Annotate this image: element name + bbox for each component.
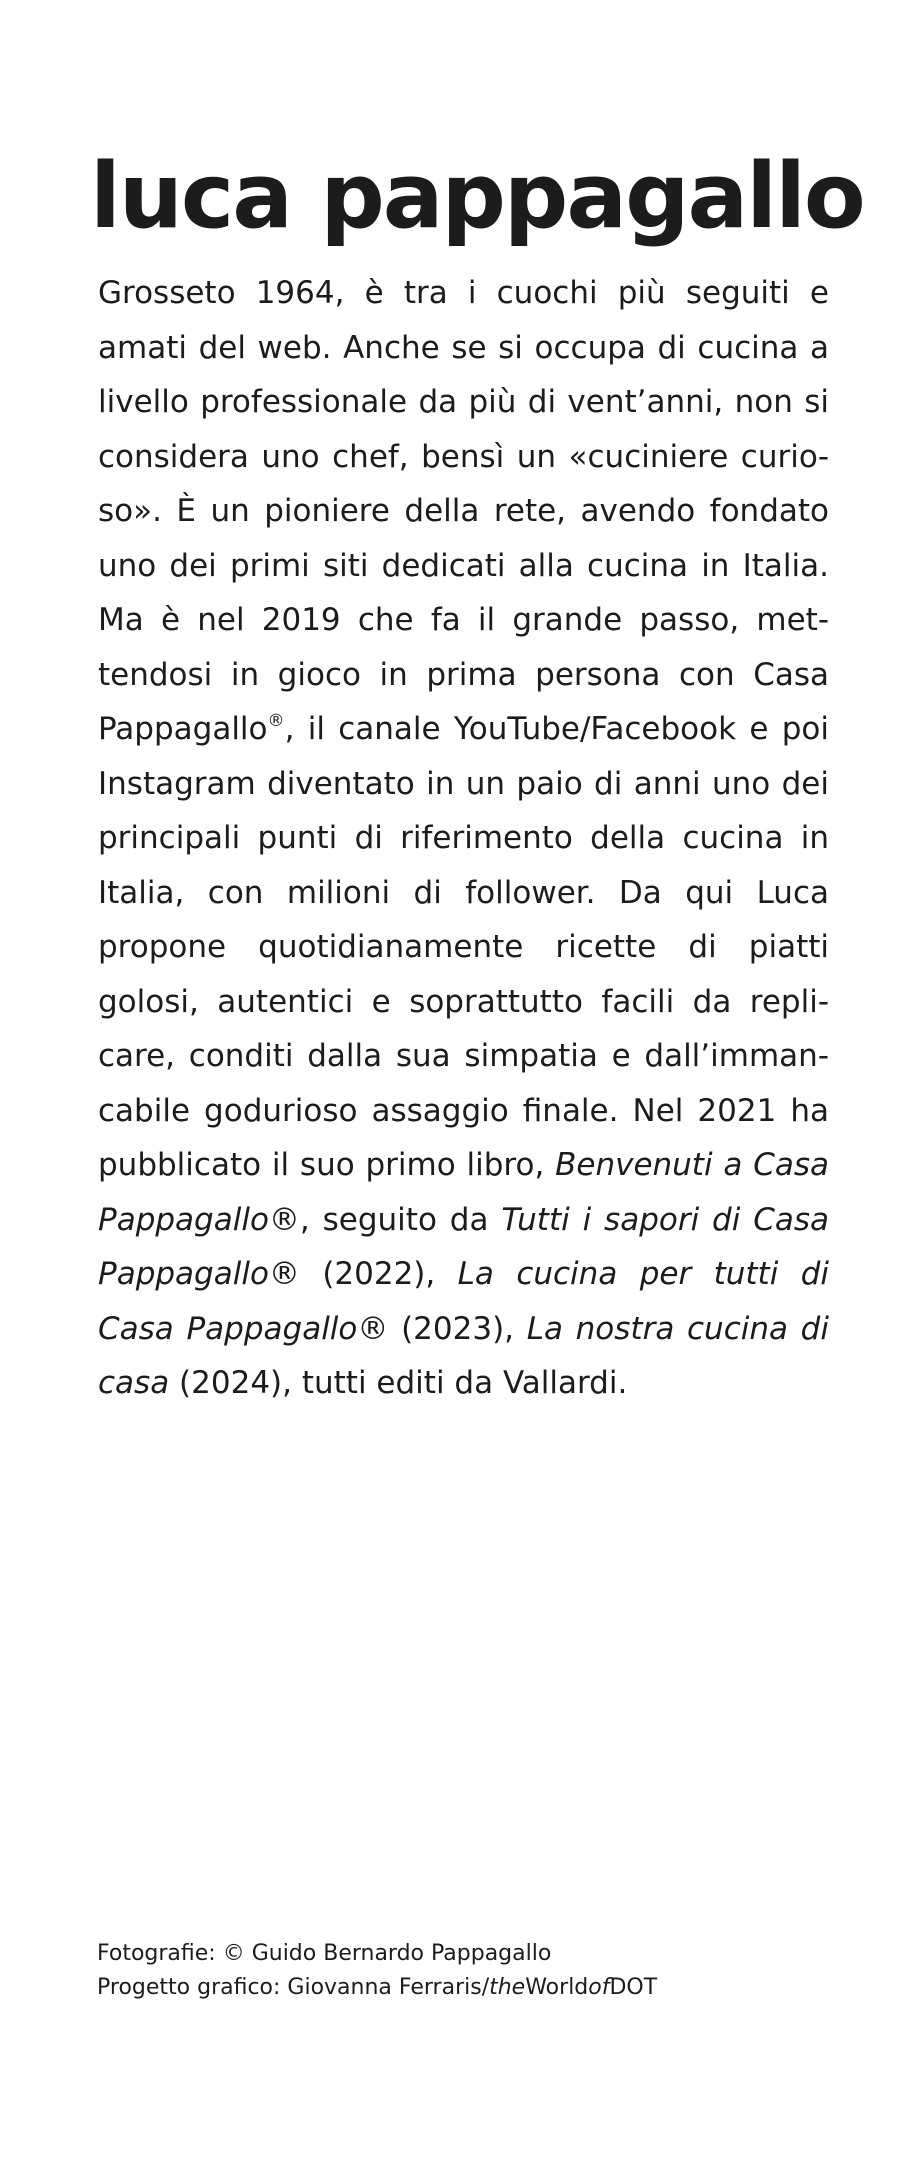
design-studio-of: of <box>588 1975 610 2000</box>
design-credit <box>97 1971 857 2005</box>
book-title: La cucina per tutti di Casa Pappagallo® <box>98 1256 829 1347</box>
design-studio-world: World <box>525 1975 589 2000</box>
bio-text: (2024), tutti editi da Vallardi. <box>169 1365 628 1401</box>
book-title: Tutti i sapori di Casa Pappagallo® <box>98 1201 830 1292</box>
photo-credit: Fotografie: © Guido Bernardo Pappagallo <box>97 1941 552 1966</box>
author-biography <box>98 266 829 1411</box>
design-studio-the: the <box>489 1975 526 2000</box>
credits <box>97 1937 857 2005</box>
author-name-title: luca pappagallo <box>90 144 864 249</box>
bio-text: , seguito da <box>299 1201 502 1238</box>
bio-text: Grosseto 1964, è tra i cuochi più seguiti e amati del web. Anche se si occupa di cucina a livello professionale da più di vent’anni, non si considera uno chef, bensì un «cuciniere curioso». È un pioniere della rete, avendo fondato uno dei primi siti dedicati alla cucina in Italia. Ma è nel 2019 che fa il grande passo, mettendosi in gioco in prima persona con Casa Pappagallo <box>98 275 829 747</box>
bio-text: (2023), <box>388 1310 527 1347</box>
design-studio-dot: DOT <box>609 1975 658 2000</box>
book-title: La nostra cucina di casa <box>98 1310 829 1401</box>
registered-mark: ® <box>267 711 285 732</box>
design-credit-label: Progetto grafico: Giovanna Ferraris/ <box>97 1975 490 2000</box>
book-title: Benvenuti a Casa Pappagallo® <box>98 1147 829 1238</box>
bio-text: (2022), <box>299 1256 458 1292</box>
bio-text: , il canale YouTube/Facebook e poi Instagram diventato in un paio di anni uno dei principali punti di riferimento della cucina in Italia, con milioni di follower. Da qui Luca propone quotidianamente ricette di piatti golosi, autentici e soprattutto facili da replicare, conditi dalla sua simpatia e dall’immancabile godurioso assaggio finale. Nel 2021 ha pubblicato il suo primo libro, <box>98 711 829 1183</box>
